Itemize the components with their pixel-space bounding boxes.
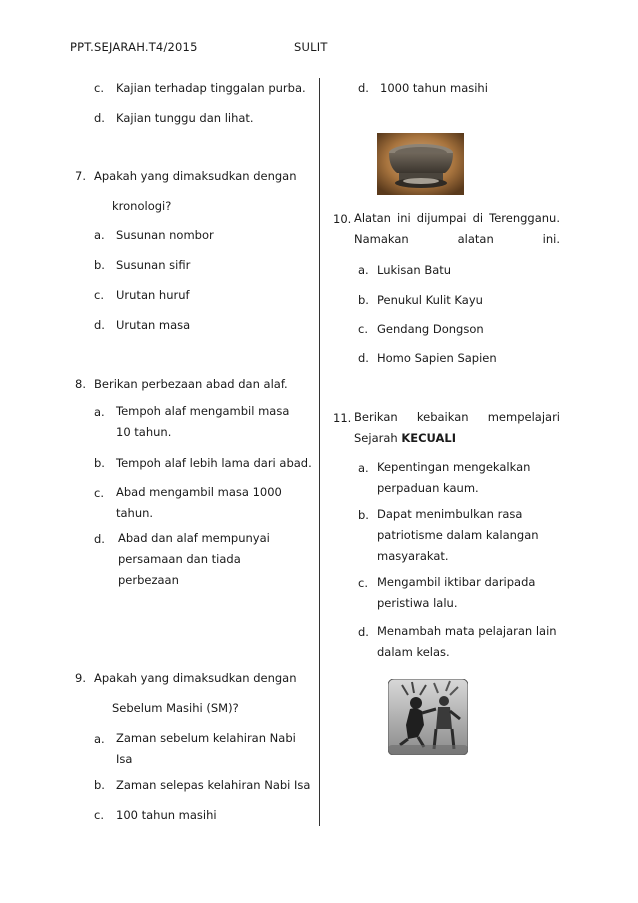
- question-number: 7.: [75, 169, 86, 183]
- option-letter: c.: [94, 486, 104, 500]
- option-text: Lukisan Batu: [377, 263, 452, 277]
- option-text: Penukul Kulit Kayu: [377, 293, 483, 307]
- option-letter: a.: [94, 732, 105, 746]
- option-letter: b.: [94, 258, 105, 272]
- option-text: Homo Sapien Sapien: [377, 351, 497, 365]
- question-stem-continued: kronologi?: [112, 199, 172, 213]
- option-text: Kajian tunggu dan lihat.: [116, 111, 254, 125]
- option-letter: a.: [94, 228, 105, 242]
- option-text: Susunan sifir: [116, 258, 191, 272]
- option-letter: a.: [358, 263, 369, 277]
- option-letter: d.: [358, 81, 369, 95]
- option-letter: d.: [358, 625, 369, 639]
- option-text: 1000 tahun masihi: [380, 81, 488, 95]
- question-stem: Alatan ini dijumpai di Terengganu. Namakan alatan ini.: [354, 211, 560, 246]
- option-text: Mengambil iktibar daripada peristiwa lalu.: [377, 575, 536, 610]
- bronze-drum-photo: [377, 133, 464, 195]
- question-stem: [354, 407, 560, 449]
- option-letter: d.: [94, 111, 105, 125]
- option-letter: b.: [358, 508, 369, 522]
- emphasis-kecuali: KECUALI: [401, 431, 457, 445]
- option-letter: c.: [358, 322, 368, 336]
- option-letter: c.: [94, 81, 104, 95]
- question-number: 10.: [333, 212, 352, 226]
- option-text: Urutan huruf: [116, 288, 190, 302]
- option-text: Kepentingan mengekalkan perpaduan kaum.: [377, 460, 531, 495]
- option-letter: b.: [358, 293, 369, 307]
- question-number: 11.: [333, 411, 352, 425]
- option-letter: d.: [94, 532, 105, 546]
- question-stem-text: Berikan kebaikan mempelajari Sejarah: [354, 410, 560, 445]
- option-text: Zaman sebelum kelahiran Nabi Isa: [116, 731, 296, 766]
- option-letter: d.: [94, 318, 105, 332]
- traditional-dancers-photo: [388, 679, 468, 755]
- option-text: Kajian terhadap tinggalan purba.: [116, 81, 306, 95]
- option-letter: a.: [94, 405, 105, 419]
- question-stem: Berikan perbezaan abad dan alaf.: [94, 377, 288, 391]
- document-code: PPT.SEJARAH.T4/2015: [70, 40, 198, 54]
- option-text: Abad dan alaf mempunyai persamaan dan tiada perbezaan: [118, 531, 270, 587]
- option-text: Dapat menimbulkan rasa patriotisme dalam kalangan masyarakat.: [377, 507, 539, 563]
- classification-label: SULIT: [294, 40, 328, 54]
- option-text: Urutan masa: [116, 318, 191, 332]
- option-letter: c.: [94, 288, 104, 302]
- option-letter: d.: [358, 351, 369, 365]
- option-letter: b.: [94, 456, 105, 470]
- option-text: Susunan nombor: [116, 228, 214, 242]
- option-text: 100 tahun masihi: [116, 808, 217, 822]
- option-text: Gendang Dongson: [377, 322, 484, 336]
- option-letter: c.: [94, 808, 104, 822]
- option-text: Tempoh alaf lebih lama dari abad.: [116, 456, 312, 470]
- question-stem-continued: Sebelum Masihi (SM)?: [112, 701, 239, 715]
- question-stem: Apakah yang dimaksudkan dengan: [94, 671, 297, 685]
- option-text: Zaman selepas kelahiran Nabi Isa: [116, 778, 311, 792]
- option-text: Menambah mata pelajaran lain dalam kelas.: [377, 624, 557, 659]
- column-divider: [319, 78, 320, 826]
- question-number: 8.: [75, 377, 86, 391]
- option-letter: a.: [358, 461, 369, 475]
- question-number: 9.: [75, 671, 86, 685]
- option-letter: b.: [94, 778, 105, 792]
- option-text: Tempoh alaf mengambil masa 10 tahun.: [116, 404, 290, 439]
- option-letter: c.: [358, 576, 368, 590]
- question-stem: Apakah yang dimaksudkan dengan: [94, 169, 297, 183]
- option-text: Abad mengambil masa 1000 tahun.: [116, 485, 282, 520]
